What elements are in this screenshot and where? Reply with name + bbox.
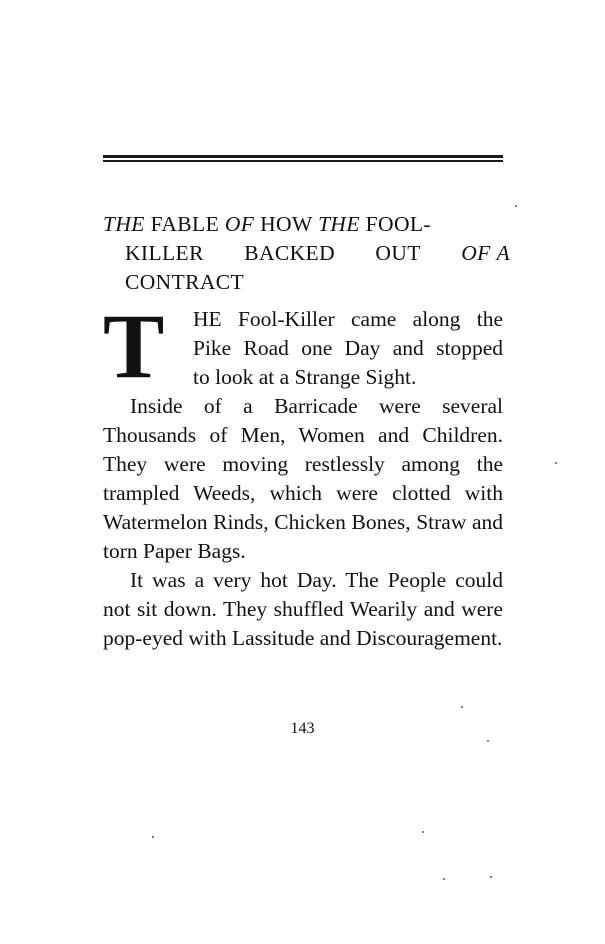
page-number: 143 — [290, 720, 315, 737]
opening-line-3: to look at a Strange Sight. — [193, 365, 417, 389]
scan-speck — [487, 740, 489, 742]
header-rule-thin — [103, 160, 503, 162]
paragraph-2: It was a very hot Day. The People could not sit down. They shuffled Wearily and were pop-eyed with Lassitude and Discouragement. — [103, 568, 503, 650]
chapter-title — [103, 210, 515, 297]
scan-speck — [152, 836, 154, 838]
scan-speck — [443, 878, 445, 880]
scan-speck — [490, 876, 492, 878]
body-text — [103, 295, 503, 653]
opening-line-1: HE Fool-Killer came along the — [193, 307, 503, 331]
drop-cap: T — [103, 295, 165, 397]
title-line-3: CONTRACT — [125, 270, 245, 294]
scan-speck — [515, 205, 517, 207]
paragraph-1: Inside of a Barricade were several Thousands of Men, Women and Children. They were moving restlessly among the trampled Weeds, which were clotted with Watermelon Rinds, Chicken Bones, Straw and torn Paper Bags. — [103, 394, 503, 563]
header-rule-thick — [103, 155, 503, 158]
scan-speck — [461, 706, 463, 708]
scan-speck — [555, 462, 557, 464]
scan-speck — [422, 831, 424, 833]
title-line-2: KILLER BACKED OUT OF A — [125, 241, 510, 265]
opening-line-2: Pike Road one Day and stopped — [193, 336, 503, 360]
title-line-1: THE FABLE OF HOW THE FOOL- — [103, 212, 431, 236]
